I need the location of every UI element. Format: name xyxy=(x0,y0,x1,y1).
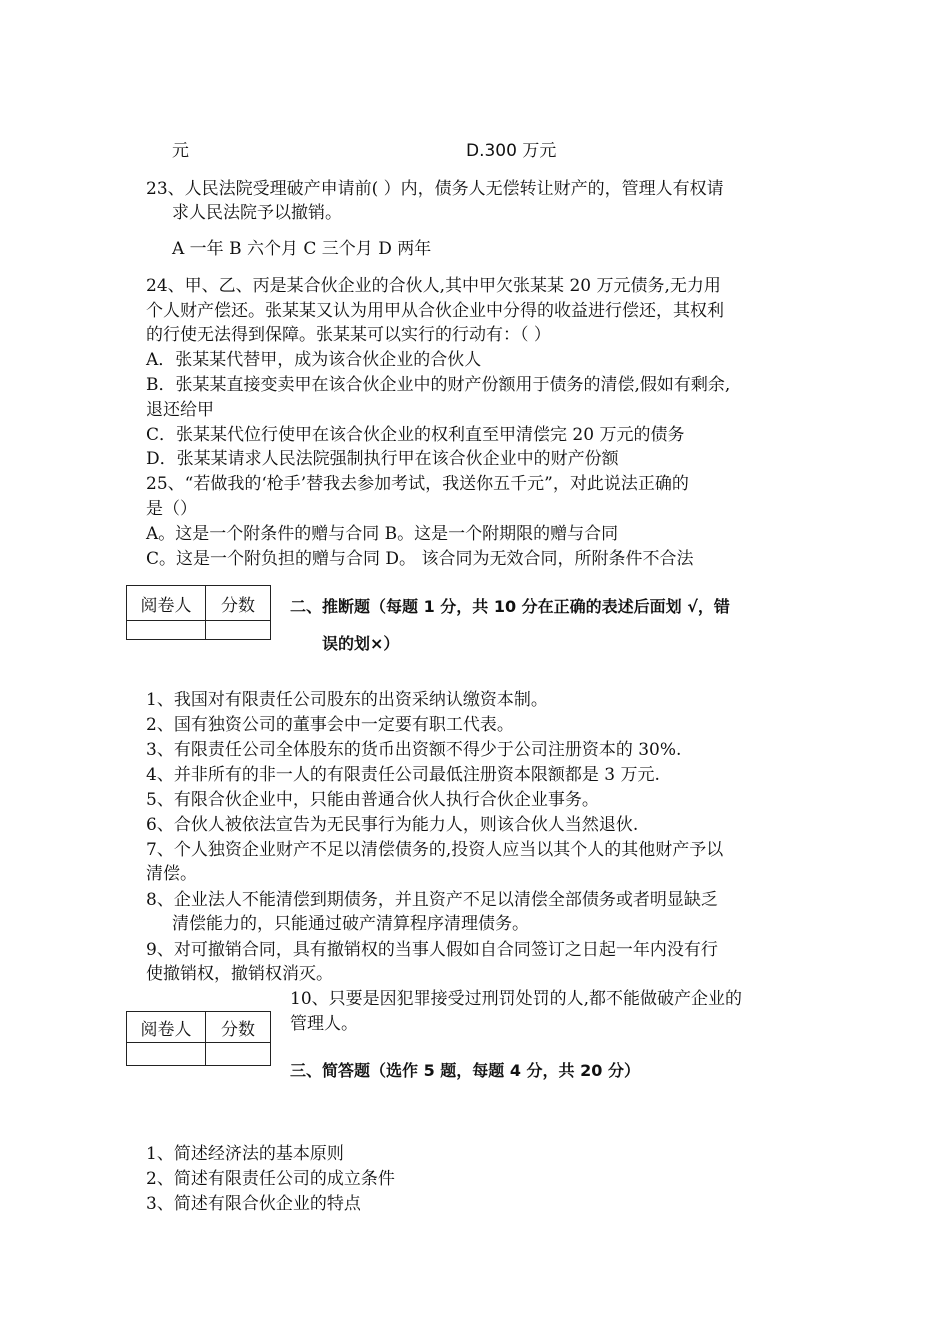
score-cell xyxy=(206,621,271,640)
reviewer-cell xyxy=(127,621,206,640)
judgment-item-5: 5、有限合伙企业中，只能由普通合伙人执行合伙企业事务。 xyxy=(146,790,599,810)
judgment-item-9-cont: 使撤销权，撤销权消灭。 xyxy=(146,964,333,984)
question-24-option-c: C．张某某代位行使甲在该合伙企业的权利直至甲清偿完 20 万元的债务 xyxy=(146,425,685,445)
score-table-section3 xyxy=(126,1011,271,1066)
question-25-options-ab: A。这是一个附条件的赠与合同 B。这是一个附期限的赠与合同 xyxy=(146,524,619,544)
score-table-section2 xyxy=(126,585,271,640)
judgment-item-2: 2、国有独资公司的董事会中一定要有职工代表。 xyxy=(146,715,514,735)
reviewer-header: 阅卷人 xyxy=(127,1012,206,1043)
question-24-line1: 24、甲、乙、丙是某合伙企业的合伙人,其中甲欠张某某 20 万元债务,无力用 xyxy=(146,276,721,296)
reviewer-cell xyxy=(127,1043,206,1066)
question-25-line1: 25、“若做我的‘枪手’替我去参加考试，我送你五千元”，对此说法正确的 xyxy=(146,474,689,494)
question-23-line2: 求人民法院予以撤销。 xyxy=(172,203,342,223)
judgment-item-7-cont: 清偿。 xyxy=(146,864,197,884)
section3-title: 三、简答题（选作 5 题，每题 4 分，共 20 分） xyxy=(290,1061,640,1080)
judgment-item-8-cont: 清偿能力的，只能通过破产清算程序清理债务。 xyxy=(172,914,529,934)
judgment-item-8: 8、企业法人不能清偿到期债务，并且资产不足以清偿全部债务或者明显缺乏 xyxy=(146,890,718,910)
question-24-option-d: D．张某某请求人民法院强制执行甲在该合伙企业中的财产份额 xyxy=(146,449,619,469)
prev-question-option-d: D.300 万元 xyxy=(466,141,557,161)
judgment-item-9: 9、对可撤销合同，具有撤销权的当事人假如自合同签订之日起一年内没有行 xyxy=(146,940,718,960)
question-24-line2: 个人财产偿还。张某某又认为用甲从合伙企业中分得的收益进行偿还，其权利 xyxy=(146,301,724,321)
prev-question-fragment: 元 xyxy=(172,141,189,161)
short-answer-item-3: 3、简述有限合伙企业的特点 xyxy=(146,1194,361,1214)
reviewer-header: 阅卷人 xyxy=(127,586,206,621)
judgment-item-10-cont: 管理人。 xyxy=(290,1014,358,1034)
judgment-item-3: 3、有限责任公司全体股东的货币出资额不得少于公司注册资本的 30%. xyxy=(146,740,682,760)
question-25-line2: 是（） xyxy=(146,499,197,519)
judgment-item-1: 1、我国对有限责任公司股东的出资采纳认缴资本制。 xyxy=(146,690,548,710)
question-23-options: A 一年 B 六个月 C 三个月 D 两年 xyxy=(172,239,432,259)
question-24-option-b: B．张某某直接变卖甲在该合伙企业中的财产份额用于债务的清偿,假如有剩余, xyxy=(146,375,731,395)
section2-title: 二、推断题（每题 1 分，共 10 分在正确的表述后面划 √，错 xyxy=(290,597,730,616)
short-answer-item-1: 1、简述经济法的基本原则 xyxy=(146,1144,344,1164)
score-header: 分数 xyxy=(206,586,271,621)
question-23-line1: 23、人民法院受理破产申请前( ）内，债务人无偿转让财产的，管理人有权请 xyxy=(146,179,724,199)
judgment-item-4: 4、并非所有的非一人的有限责任公司最低注册资本限额都是 3 万元. xyxy=(146,765,660,785)
question-25-options-cd: C。这是一个附负担的赠与合同 D。 该合同为无效合同，所附条件不合法 xyxy=(146,549,694,569)
judgment-item-10: 10、只要是因犯罪接受过刑罚处罚的人,都不能做破产企业的 xyxy=(290,989,743,1009)
question-24-line3: 的行使无法得到保障。张某某可以实行的行动有：（ ） xyxy=(146,325,551,345)
short-answer-item-2: 2、简述有限责任公司的成立条件 xyxy=(146,1169,395,1189)
question-24-option-b-cont: 退还给甲 xyxy=(146,400,214,420)
section2-title-cont: 误的划×） xyxy=(322,634,400,653)
score-header: 分数 xyxy=(206,1012,271,1043)
judgment-item-7: 7、个人独资企业财产不足以清偿债务的,投资人应当以其个人的其他财产予以 xyxy=(146,840,724,860)
judgment-item-6: 6、合伙人被依法宣告为无民事行为能力人，则该合伙人当然退伙. xyxy=(146,815,639,835)
question-24-option-a: A．张某某代替甲，成为该合伙企业的合伙人 xyxy=(146,350,482,370)
score-cell xyxy=(206,1043,271,1066)
